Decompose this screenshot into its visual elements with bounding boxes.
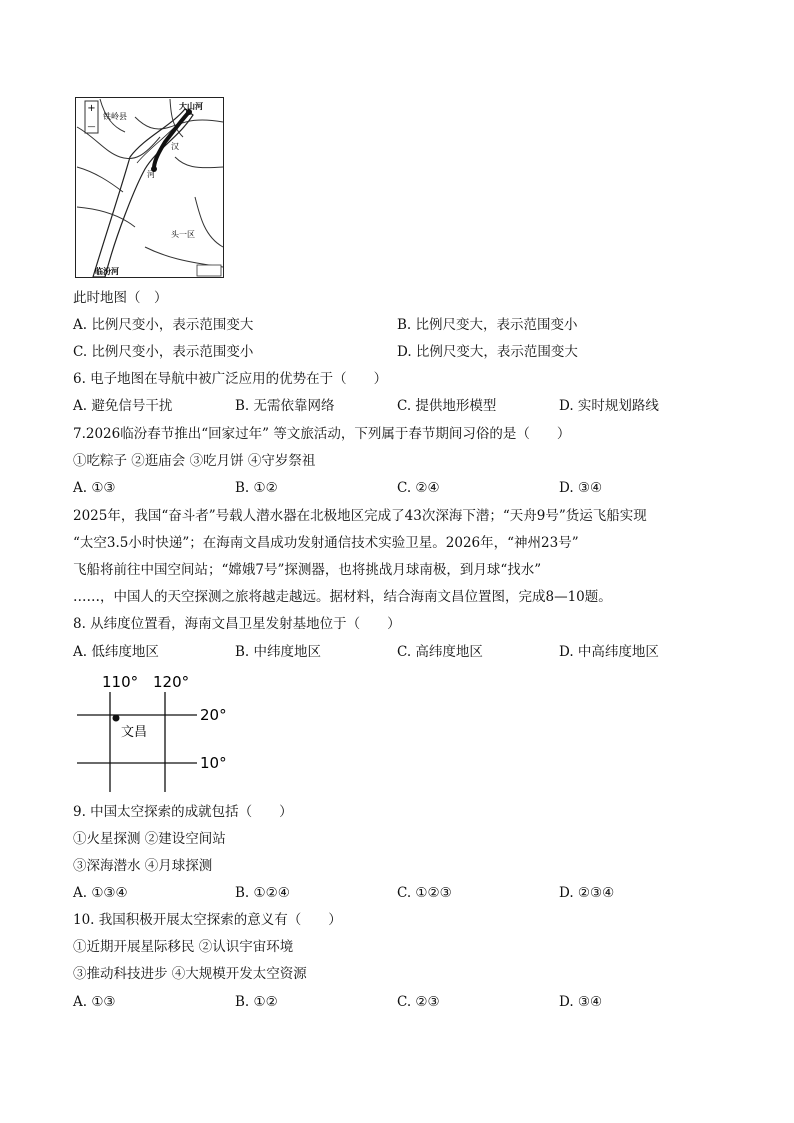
q9-option-c[interactable]: C. ①②③ (397, 885, 452, 901)
lat-label-20: 20° (200, 706, 227, 724)
q10-option-d[interactable]: D. ③④ (559, 994, 603, 1010)
q10-option-a[interactable]: A. ①③ (73, 994, 116, 1010)
q5-option-d[interactable]: D. 比例尺变大，表示范围变大 (397, 344, 578, 360)
map-label-top: 大山河 (179, 102, 203, 111)
q7-stem: 7.2026临汾春节推出“回家过年” 等文旅活动，下列属于春节期间习俗的是（ ） (73, 426, 571, 442)
q9-items-2: ③深海潜水 ④月球探测 (73, 858, 213, 874)
q7-option-a[interactable]: A. ①③ (73, 480, 116, 496)
q9-option-a[interactable]: A. ①③④ (73, 885, 128, 901)
q7-items: ①吃粽子 ②逛庙会 ③吃月饼 ④守岁祭祖 (73, 453, 316, 469)
q6-option-b[interactable]: B. 无需依靠网络 (235, 398, 335, 414)
q10-items-2: ③推动科技进步 ④大规模开发太空资源 (73, 966, 307, 982)
lon-label-110: 110° (102, 673, 139, 691)
zoom-minus-icon[interactable]: — (87, 122, 96, 131)
material-line-1: 2025年，我国“奋斗者”号载人潜水器在北极地区完成了43次深海下潜；“天舟9号”货运飞船实现 (73, 508, 647, 524)
route-map-figure (75, 97, 224, 278)
q10-stem: 10. 我国积极开展太空探索的意义有（ ） (73, 912, 342, 928)
q7-option-c[interactable]: C. ②④ (397, 480, 440, 496)
q8-option-c[interactable]: C. 高纬度地区 (397, 644, 483, 660)
map-label-mid2: 河 (147, 170, 155, 179)
material-line-3: 飞船将前往中国空间站；“嫦娥7号”探测器，也将挑战月球南极，到月球“找水” (73, 562, 542, 578)
q10-items-1: ①近期开展星际移民 ②认识宇宙环境 (73, 939, 294, 955)
map-label-district: 头一区 (171, 230, 195, 239)
q5-option-c[interactable]: C. 比例尺变小，表示范围变小 (73, 344, 254, 360)
q10-option-b[interactable]: B. ①② (235, 994, 278, 1010)
q9-option-d[interactable]: D. ②③④ (559, 885, 615, 901)
q9-stem: 9. 中国太空探索的成就包括（ ） (73, 804, 293, 820)
zoom-plus-icon[interactable]: + (87, 103, 96, 114)
lon-label-120: 120° (153, 673, 190, 691)
q9-items-1: ①火星探测 ②建设空间站 (73, 831, 226, 847)
q8-option-b[interactable]: B. 中纬度地区 (235, 644, 322, 660)
map-label-mid1: 汉 (171, 142, 179, 151)
q7-option-d[interactable]: D. ③④ (559, 480, 603, 496)
q7-option-b[interactable]: B. ①② (235, 480, 278, 496)
q10-option-c[interactable]: C. ②③ (397, 994, 440, 1010)
wenchang-location-grid (75, 670, 235, 795)
map-label-county: 铁岭县 (103, 112, 127, 121)
material-line-4: ……，中国人的天空探测之旅将越走越远。据材料，结合海南文昌位置图，完成8—10题。 (73, 589, 612, 605)
q5-option-b[interactable]: B. 比例尺变大，表示范围变小 (397, 317, 578, 333)
q9-option-b[interactable]: B. ①②④ (235, 885, 290, 901)
material-line-2: “太空3.5小时快递”；在海南文昌成功发射通信技术实验卫星。2026年，“神州23号” (73, 535, 579, 551)
q5-stem: 此时地图（ ） (73, 290, 168, 306)
q6-option-a[interactable]: A. 避免信号干扰 (73, 398, 173, 414)
q8-option-a[interactable]: A. 低纬度地区 (73, 644, 159, 660)
q6-option-c[interactable]: C. 提供地形模型 (397, 398, 497, 414)
map-label-bottom: 临汾河 (95, 267, 119, 276)
wenchang-marker (113, 715, 120, 722)
q6-stem: 6. 电子地图在导航中被广泛应用的优势在于（ ） (73, 371, 388, 387)
q6-option-d[interactable]: D. 实时规划路线 (559, 398, 659, 414)
wenchang-label: 文昌 (121, 725, 148, 740)
q5-option-a[interactable]: A. 比例尺变小，表示范围变大 (73, 317, 254, 333)
q8-option-d[interactable]: D. 中高纬度地区 (559, 644, 659, 660)
scale-box (197, 265, 221, 276)
lat-label-10: 10° (200, 754, 227, 772)
q8-stem: 8. 从纬度位置看，海南文昌卫星发射基地位于（ ） (73, 616, 401, 632)
